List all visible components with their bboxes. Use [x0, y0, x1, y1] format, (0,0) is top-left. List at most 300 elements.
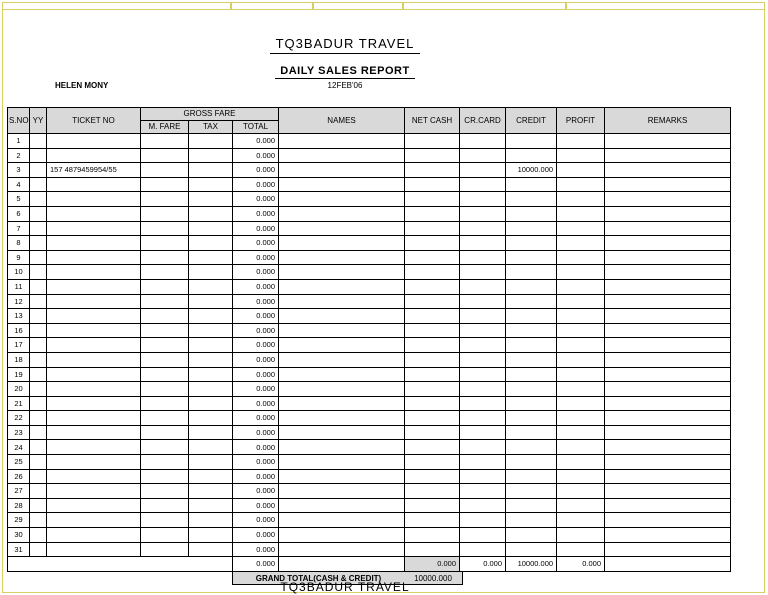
totals-profit: 0.000	[557, 557, 605, 572]
cell-profit	[557, 148, 605, 163]
cell-remarks	[605, 425, 731, 440]
cell-credit	[506, 498, 557, 513]
cell-ticket-no	[47, 367, 141, 382]
cell-credit	[506, 352, 557, 367]
cell-remarks	[605, 440, 731, 455]
cell-remarks	[605, 542, 731, 557]
cell-names	[279, 382, 405, 397]
cell-net-cash	[405, 192, 460, 207]
cell-names	[279, 367, 405, 382]
cell-credit	[506, 236, 557, 251]
cell-total: 0.000	[233, 338, 279, 353]
cell-ticket-no	[47, 206, 141, 221]
cell-yy	[30, 411, 47, 426]
cell-yy	[30, 425, 47, 440]
cell-tax	[189, 411, 233, 426]
cell-sno: 4	[8, 177, 30, 192]
cell-profit	[557, 542, 605, 557]
cell-cr-card	[460, 309, 506, 324]
cell-remarks	[605, 396, 731, 411]
table-row	[8, 455, 731, 470]
cell-sno: 16	[8, 323, 30, 338]
cell-tax	[189, 177, 233, 192]
cell-sno: 10	[8, 265, 30, 280]
header-profit: PROFIT	[557, 108, 605, 134]
cell-ticket-no	[47, 134, 141, 149]
cell-sno: 9	[8, 250, 30, 265]
table-row	[8, 148, 731, 163]
cell-m-fare	[141, 338, 189, 353]
cell-sno: 11	[8, 279, 30, 294]
cell-cr-card	[460, 469, 506, 484]
company-title	[0, 36, 690, 51]
header-remarks: REMARKS	[605, 108, 731, 134]
table-row	[8, 206, 731, 221]
cell-credit	[506, 309, 557, 324]
table-footer	[8, 557, 731, 572]
cell-net-cash	[405, 542, 460, 557]
cell-m-fare	[141, 498, 189, 513]
cell-total: 0.000	[233, 323, 279, 338]
cell-profit	[557, 382, 605, 397]
table-row	[8, 382, 731, 397]
cell-ticket-no	[47, 425, 141, 440]
table-row	[8, 279, 731, 294]
cell-profit	[557, 455, 605, 470]
cell-credit	[506, 528, 557, 543]
cell-ticket-no	[47, 396, 141, 411]
cell-profit	[557, 206, 605, 221]
cell-tax	[189, 294, 233, 309]
cell-yy	[30, 338, 47, 353]
header-m-fare: M. FARE	[141, 121, 189, 134]
cell-yy	[30, 455, 47, 470]
cell-net-cash	[405, 338, 460, 353]
cell-names	[279, 192, 405, 207]
table-row	[8, 250, 731, 265]
table-row	[8, 134, 731, 149]
cell-sno: 13	[8, 309, 30, 324]
cell-names	[279, 498, 405, 513]
cell-profit	[557, 498, 605, 513]
footer-title	[0, 580, 690, 594]
cell-credit	[506, 250, 557, 265]
cell-yy	[30, 148, 47, 163]
cell-total: 0.000	[233, 455, 279, 470]
cell-m-fare	[141, 192, 189, 207]
cell-names	[279, 469, 405, 484]
cell-yy	[30, 192, 47, 207]
cell-cr-card	[460, 323, 506, 338]
cell-net-cash	[405, 163, 460, 178]
company-title-text: TQ3BADUR TRAVEL	[270, 36, 421, 54]
cell-credit	[506, 367, 557, 382]
cell-m-fare	[141, 469, 189, 484]
cell-tax	[189, 279, 233, 294]
cell-tax	[189, 206, 233, 221]
table-row	[8, 309, 731, 324]
cell-profit	[557, 177, 605, 192]
cell-remarks	[605, 323, 731, 338]
cell-remarks	[605, 382, 731, 397]
cell-sno: 12	[8, 294, 30, 309]
table-row	[8, 440, 731, 455]
cell-remarks	[605, 484, 731, 499]
cell-profit	[557, 513, 605, 528]
table-row	[8, 192, 731, 207]
cell-remarks	[605, 367, 731, 382]
table-row	[8, 352, 731, 367]
cell-profit	[557, 367, 605, 382]
table-row	[8, 294, 731, 309]
table-row	[8, 542, 731, 557]
cell-cr-card	[460, 221, 506, 236]
cell-credit	[506, 425, 557, 440]
cell-ticket-no	[47, 455, 141, 470]
header-sno: S.NO	[8, 108, 30, 134]
footer-title-text: TQ3BADUR TRAVEL	[272, 580, 417, 595]
cell-credit	[506, 265, 557, 280]
cell-sno: 3	[8, 163, 30, 178]
cell-tax	[189, 484, 233, 499]
cell-ticket-no	[47, 484, 141, 499]
totals-blank	[8, 557, 233, 572]
cell-ticket-no	[47, 469, 141, 484]
table-row	[8, 323, 731, 338]
cell-net-cash	[405, 367, 460, 382]
cell-sno: 1	[8, 134, 30, 149]
cell-remarks	[605, 294, 731, 309]
cell-tax	[189, 323, 233, 338]
totals-remarks	[605, 557, 731, 572]
cell-tax	[189, 192, 233, 207]
cell-total: 0.000	[233, 396, 279, 411]
cell-remarks	[605, 352, 731, 367]
cell-yy	[30, 484, 47, 499]
cell-total: 0.000	[233, 542, 279, 557]
cell-tax	[189, 352, 233, 367]
table-row	[8, 163, 731, 178]
cell-cr-card	[460, 338, 506, 353]
cell-profit	[557, 440, 605, 455]
cell-credit: 10000.000	[506, 163, 557, 178]
cell-net-cash	[405, 265, 460, 280]
cell-remarks	[605, 148, 731, 163]
cell-names	[279, 265, 405, 280]
table-row	[8, 177, 731, 192]
cell-m-fare	[141, 455, 189, 470]
cell-cr-card	[460, 236, 506, 251]
cell-ticket-no	[47, 440, 141, 455]
cell-m-fare	[141, 396, 189, 411]
cell-net-cash	[405, 206, 460, 221]
table-row	[8, 425, 731, 440]
cell-total: 0.000	[233, 163, 279, 178]
cell-ticket-no	[47, 513, 141, 528]
cell-names	[279, 250, 405, 265]
cell-profit	[557, 294, 605, 309]
cell-m-fare	[141, 411, 189, 426]
cell-remarks	[605, 221, 731, 236]
cell-names	[279, 513, 405, 528]
cell-yy	[30, 440, 47, 455]
cell-ticket-no	[47, 338, 141, 353]
cell-sno: 30	[8, 528, 30, 543]
cell-cr-card	[460, 425, 506, 440]
cell-profit	[557, 236, 605, 251]
cell-m-fare	[141, 440, 189, 455]
cell-net-cash	[405, 528, 460, 543]
cell-credit	[506, 338, 557, 353]
cell-m-fare	[141, 250, 189, 265]
cell-credit	[506, 411, 557, 426]
cell-total: 0.000	[233, 382, 279, 397]
table-row	[8, 221, 731, 236]
cell-cr-card	[460, 484, 506, 499]
cell-profit	[557, 192, 605, 207]
header-credit: CREDIT	[506, 108, 557, 134]
cell-ticket-no	[47, 148, 141, 163]
totals-row	[8, 557, 731, 572]
cell-remarks	[605, 192, 731, 207]
cell-yy	[30, 134, 47, 149]
cell-m-fare	[141, 323, 189, 338]
cell-yy	[30, 513, 47, 528]
cell-m-fare	[141, 148, 189, 163]
cell-names	[279, 221, 405, 236]
cell-sno: 25	[8, 455, 30, 470]
grand-total-label: GRAND TOTAL(CASH & CREDIT)	[255, 573, 382, 583]
cell-net-cash	[405, 513, 460, 528]
cell-tax	[189, 498, 233, 513]
cell-net-cash	[405, 294, 460, 309]
cell-names	[279, 177, 405, 192]
cell-remarks	[605, 177, 731, 192]
cell-ticket-no	[47, 309, 141, 324]
cell-m-fare	[141, 294, 189, 309]
cell-yy	[30, 177, 47, 192]
cell-net-cash	[405, 396, 460, 411]
cell-total: 0.000	[233, 265, 279, 280]
header-total: TOTAL	[233, 121, 279, 134]
cell-total: 0.000	[233, 367, 279, 382]
cell-sno: 27	[8, 484, 30, 499]
cell-names	[279, 294, 405, 309]
cell-cr-card	[460, 513, 506, 528]
cell-tax	[189, 455, 233, 470]
report-title-text: DAILY SALES REPORT	[275, 65, 414, 79]
header-gross-fare: GROSS FARE	[141, 108, 279, 121]
cell-total: 0.000	[233, 309, 279, 324]
cell-m-fare	[141, 367, 189, 382]
cell-remarks	[605, 498, 731, 513]
cell-tax	[189, 425, 233, 440]
cell-cr-card	[460, 542, 506, 557]
cell-cr-card	[460, 382, 506, 397]
cell-profit	[557, 221, 605, 236]
cell-net-cash	[405, 425, 460, 440]
header-yy: YY	[30, 108, 47, 134]
cell-sno: 8	[8, 236, 30, 251]
cell-net-cash	[405, 309, 460, 324]
cell-total: 0.000	[233, 279, 279, 294]
cell-sno: 7	[8, 221, 30, 236]
cell-m-fare	[141, 206, 189, 221]
cell-cr-card	[460, 352, 506, 367]
frame-tick	[402, 2, 404, 10]
cell-names	[279, 134, 405, 149]
cell-cr-card	[460, 294, 506, 309]
cell-tax	[189, 250, 233, 265]
cell-credit	[506, 279, 557, 294]
cell-total: 0.000	[233, 352, 279, 367]
cell-credit	[506, 484, 557, 499]
cell-remarks	[605, 134, 731, 149]
cell-credit	[506, 221, 557, 236]
cell-cr-card	[460, 148, 506, 163]
header-names: NAMES	[279, 108, 405, 134]
cell-tax	[189, 309, 233, 324]
cell-sno: 22	[8, 411, 30, 426]
cell-profit	[557, 352, 605, 367]
cell-m-fare	[141, 513, 189, 528]
totals-names	[279, 557, 405, 572]
cell-tax	[189, 236, 233, 251]
cell-net-cash	[405, 221, 460, 236]
cell-total: 0.000	[233, 148, 279, 163]
cell-cr-card	[460, 250, 506, 265]
cell-total: 0.000	[233, 528, 279, 543]
cell-profit	[557, 528, 605, 543]
cell-cr-card	[460, 455, 506, 470]
cell-net-cash	[405, 411, 460, 426]
cell-profit	[557, 411, 605, 426]
cell-m-fare	[141, 542, 189, 557]
cell-yy	[30, 528, 47, 543]
frame-tick	[230, 2, 232, 10]
cell-m-fare	[141, 528, 189, 543]
prepared-by: HELEN MONY	[55, 81, 109, 90]
cell-names	[279, 338, 405, 353]
cell-net-cash	[405, 455, 460, 470]
cell-tax	[189, 469, 233, 484]
cell-cr-card	[460, 206, 506, 221]
cell-names	[279, 542, 405, 557]
cell-net-cash	[405, 484, 460, 499]
cell-names	[279, 411, 405, 426]
cell-total: 0.000	[233, 498, 279, 513]
cell-ticket-no	[47, 236, 141, 251]
header-row-1	[8, 108, 731, 121]
cell-sno: 28	[8, 498, 30, 513]
cell-m-fare	[141, 236, 189, 251]
cell-total: 0.000	[233, 221, 279, 236]
frame-tick	[565, 2, 567, 10]
cell-tax	[189, 148, 233, 163]
cell-net-cash	[405, 177, 460, 192]
cell-names	[279, 206, 405, 221]
cell-profit	[557, 425, 605, 440]
cell-sno: 26	[8, 469, 30, 484]
totals-total: 0.000	[233, 557, 279, 572]
cell-yy	[30, 367, 47, 382]
cell-total: 0.000	[233, 469, 279, 484]
cell-yy	[30, 396, 47, 411]
cell-names	[279, 279, 405, 294]
grand-total-value: 10000.000	[414, 573, 452, 583]
cell-profit	[557, 338, 605, 353]
cell-m-fare	[141, 425, 189, 440]
cell-yy	[30, 294, 47, 309]
cell-net-cash	[405, 236, 460, 251]
cell-remarks	[605, 309, 731, 324]
header-cr-card: CR.CARD	[460, 108, 506, 134]
cell-ticket-no	[47, 265, 141, 280]
cell-cr-card	[460, 265, 506, 280]
totals-credit: 10000.000	[506, 557, 557, 572]
cell-sno: 20	[8, 382, 30, 397]
cell-ticket-no	[47, 498, 141, 513]
cell-cr-card	[460, 177, 506, 192]
cell-ticket-no	[47, 221, 141, 236]
cell-m-fare	[141, 134, 189, 149]
cell-m-fare	[141, 221, 189, 236]
cell-total: 0.000	[233, 294, 279, 309]
cell-names	[279, 455, 405, 470]
cell-m-fare	[141, 177, 189, 192]
table-header	[8, 108, 731, 134]
cell-m-fare	[141, 309, 189, 324]
cell-net-cash	[405, 134, 460, 149]
cell-net-cash	[405, 279, 460, 294]
cell-total: 0.000	[233, 250, 279, 265]
table-row	[8, 498, 731, 513]
cell-credit	[506, 148, 557, 163]
cell-yy	[30, 236, 47, 251]
cell-ticket-no	[47, 250, 141, 265]
cell-remarks	[605, 469, 731, 484]
cell-yy	[30, 206, 47, 221]
cell-net-cash	[405, 352, 460, 367]
cell-yy	[30, 498, 47, 513]
cell-tax	[189, 163, 233, 178]
cell-cr-card	[460, 279, 506, 294]
cell-ticket-no: 157 4879459954/55	[47, 163, 141, 178]
cell-ticket-no	[47, 177, 141, 192]
cell-sno: 24	[8, 440, 30, 455]
cell-names	[279, 148, 405, 163]
cell-net-cash	[405, 250, 460, 265]
cell-names	[279, 425, 405, 440]
table-row	[8, 513, 731, 528]
cell-credit	[506, 440, 557, 455]
cell-m-fare	[141, 382, 189, 397]
cell-profit	[557, 484, 605, 499]
cell-profit	[557, 323, 605, 338]
cell-ticket-no	[47, 542, 141, 557]
cell-cr-card	[460, 192, 506, 207]
cell-tax	[189, 513, 233, 528]
cell-cr-card	[460, 134, 506, 149]
cell-names	[279, 484, 405, 499]
cell-profit	[557, 163, 605, 178]
cell-yy	[30, 221, 47, 236]
cell-names	[279, 352, 405, 367]
cell-yy	[30, 250, 47, 265]
table-row	[8, 265, 731, 280]
cell-credit	[506, 206, 557, 221]
cell-yy	[30, 163, 47, 178]
